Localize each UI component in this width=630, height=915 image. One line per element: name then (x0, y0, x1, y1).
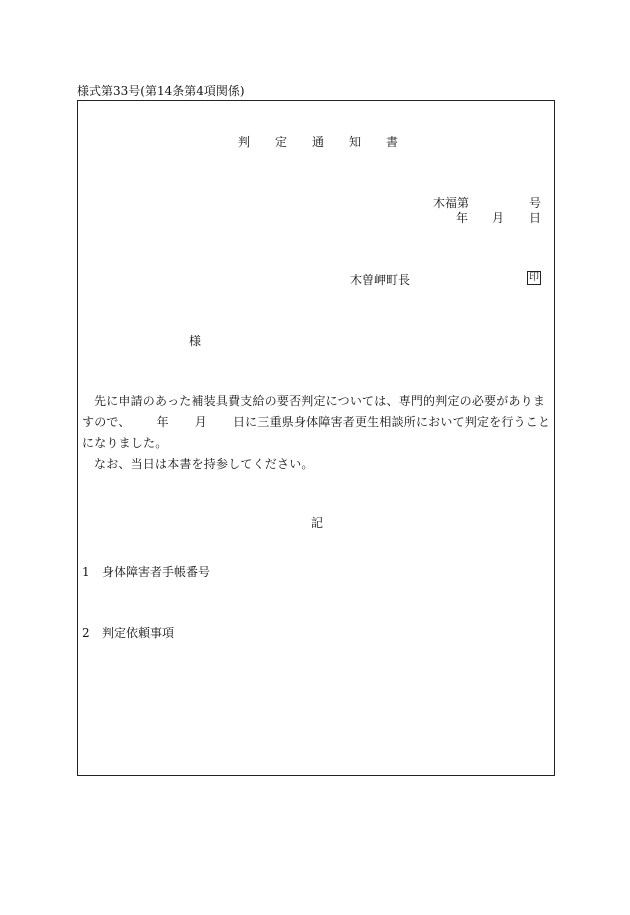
body-paragraph-1-part1: 先に申請のあった補装具費支給の要否判定については、専門的判定の必要がありますので、 (82, 394, 546, 429)
item-1 (82, 565, 210, 579)
document-number-suffix: 号 (528, 196, 541, 210)
issue-date (456, 211, 541, 225)
body-month: 月 (194, 415, 207, 429)
document-number-prefix: 木福第 (433, 196, 470, 210)
ki-heading: 記 (311, 516, 324, 530)
notice-frame (77, 100, 555, 776)
item-2 (82, 626, 174, 640)
form-number: 様式第33号(第14条第4項関係) (77, 84, 245, 98)
item-1-number: 1 (82, 565, 90, 579)
body-year: 年 (156, 415, 169, 429)
item-2-number: 2 (82, 626, 90, 640)
date-month: 月 (492, 211, 505, 225)
item-2-label: 判定依頼事項 (102, 626, 175, 640)
date-day: 日 (528, 211, 541, 225)
date-year: 年 (456, 211, 469, 225)
body-paragraph-1 (82, 391, 552, 454)
document-number (433, 196, 541, 210)
title-char-3: 通 (311, 135, 324, 149)
title-char-4: 知 (348, 135, 361, 149)
addressee-suffix: 様 (189, 334, 202, 348)
seal-box: 印 (529, 272, 539, 283)
notice-body (82, 391, 552, 475)
issuer-name: 木曽岬町長 (350, 273, 411, 287)
title-char-5: 書 (385, 135, 398, 149)
title-char-2: 定 (274, 135, 287, 149)
body-paragraph-1-part2: 日に三重県身体障害者更生相談所において判定を行うことになりました。 (82, 415, 551, 450)
title-char-1: 判 (238, 135, 251, 149)
body-paragraph-2: なお、当日は本書を持参してください。 (94, 457, 314, 471)
item-1-label: 身体障害者手帳番号 (102, 565, 211, 579)
document-title (238, 135, 398, 149)
